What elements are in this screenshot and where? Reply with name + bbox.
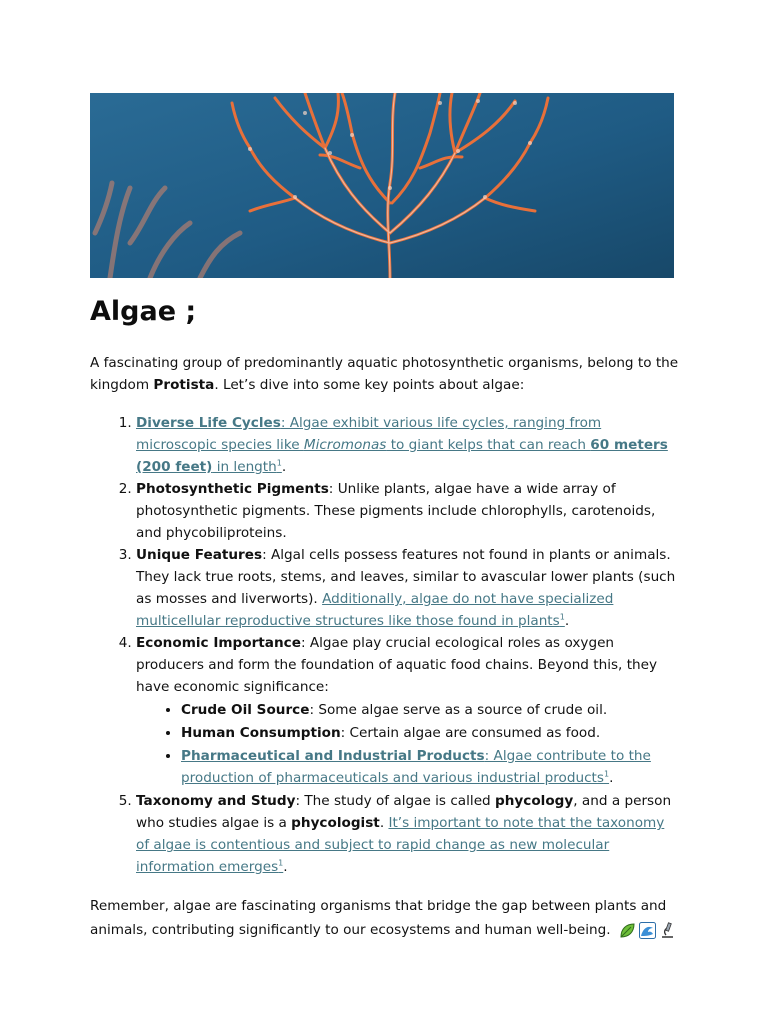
point-text: : Algal cells possess features not found in plants or animals. They lack true roots, stems, and leaves, similar to avascular lower plants (such as mosses and liverworts). [136, 547, 676, 607]
link-text: to giant kelps that can reach [386, 437, 591, 453]
point-heading: Unique Features [136, 547, 263, 563]
leaf-icon [619, 922, 636, 939]
source-link[interactable] [181, 748, 651, 786]
coral-photo [90, 93, 674, 278]
term-phycology: phycology [495, 793, 574, 809]
link-bold-text: 60 meters (200 feet) [136, 437, 668, 475]
point-text: : Algae play crucial ecological roles as oxygen producers and form the foundation of aquatic food chains. Beyond this, they have economic significance: [136, 635, 658, 695]
citation-ref: 1 [603, 769, 610, 779]
intro-text-end: . Let’s dive into some key points about algae: [214, 377, 525, 393]
link-italic-text: Micromonas [303, 437, 387, 453]
microscope-icon [659, 922, 676, 939]
hero-image [90, 93, 674, 278]
list-item [136, 544, 680, 632]
sub-list-item [181, 699, 680, 721]
sub-list-item [181, 722, 680, 744]
point-text: , and a person who studies algae is a [136, 793, 672, 831]
point-heading: Economic Importance [136, 635, 301, 651]
point-text: : Unlike plants, algae have a wide array of photosynthetic pigments. These pigments include chlorophylls, carotenoids, and phycobiliproteins. [136, 481, 656, 541]
link-text: : Algae contribute to the production of pharmaceuticals and various industrial products [181, 748, 651, 786]
link-bold-text: Pharmaceutical and Industrial Products [181, 748, 485, 764]
link-text: in length [212, 459, 277, 475]
point-text: . [379, 815, 389, 831]
punctuation: . [609, 770, 614, 786]
list-item [136, 412, 680, 478]
page-title: Algae ; [90, 296, 197, 327]
closing-text: Remember, algae are fascinating organisms that bridge the gap between plants and animals, contributing significantly to our ecosystems and human well-being. [90, 898, 667, 938]
intro-paragraph [90, 352, 680, 396]
term-phycologist: phycologist [291, 815, 380, 831]
point-heading: Taxonomy and Study [136, 793, 296, 809]
sub-text: : Some algae serve as a source of crude oil. [309, 702, 608, 718]
list-item [136, 478, 680, 544]
wave-icon [639, 922, 656, 939]
link-bold-text: Diverse Life Cycles [136, 415, 281, 431]
sub-heading: Crude Oil Source [181, 702, 310, 718]
source-link[interactable] [136, 415, 668, 475]
citation-ref: 1 [276, 458, 282, 468]
sub-list-item [181, 745, 680, 789]
sub-list [136, 699, 680, 789]
link-text: : Algae exhibit various life cycles, ranging from microscopic species like [136, 415, 602, 453]
point-text: : The study of algae is called [295, 793, 496, 809]
citation-ref: 1 [559, 612, 565, 622]
key-points-list [90, 412, 680, 878]
list-item [136, 790, 680, 878]
citation-ref: 1 [278, 858, 284, 868]
punctuation: . [283, 859, 288, 875]
sub-heading: Human Consumption [181, 725, 341, 741]
emoji-group [619, 922, 676, 939]
link-text: Additionally, algae do not have specialized multicellular reproductive structures like those found in plants [136, 591, 614, 629]
sub-text: : Certain algae are consumed as food. [340, 725, 601, 741]
point-heading: Photosynthetic Pigments [136, 481, 329, 497]
list-item [136, 632, 680, 789]
punctuation: . [564, 613, 570, 629]
link-text: It’s important to note that the taxonomy of algae is contentious and subject to rapid change as new molecular information emerges [136, 815, 665, 875]
intro-text: A fascinating group of predominantly aquatic photosynthetic organisms, belong to the kingdom [90, 355, 679, 393]
punctuation: . [281, 459, 287, 475]
closing-paragraph [90, 894, 680, 942]
article-body [90, 352, 680, 942]
intro-bold-protista: Protista [153, 377, 215, 393]
